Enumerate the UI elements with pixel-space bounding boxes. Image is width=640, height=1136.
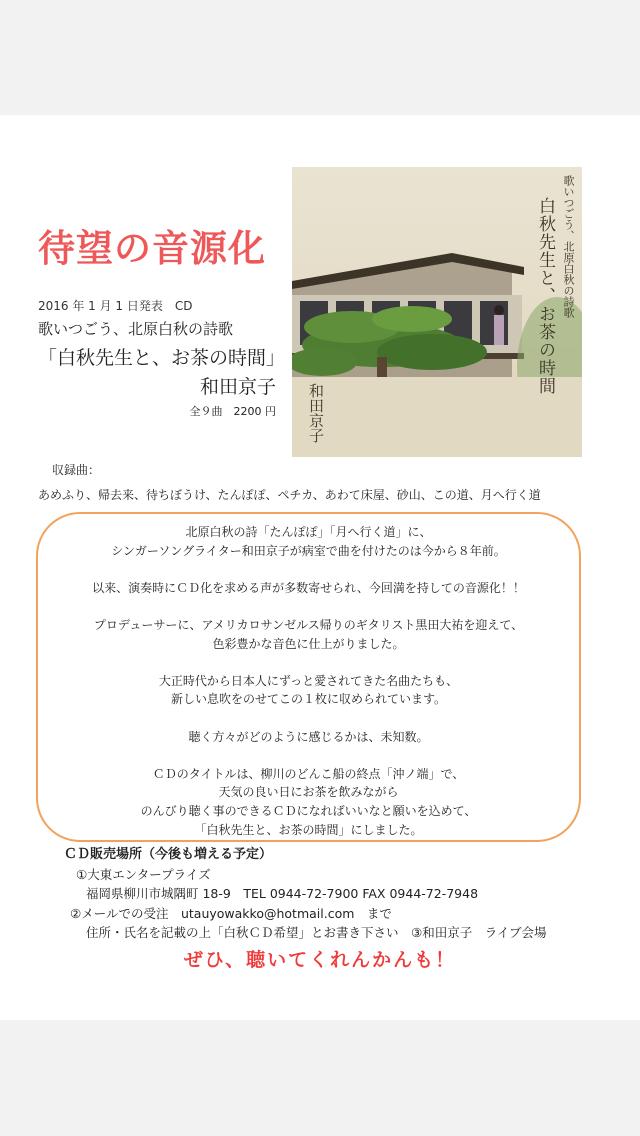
- message-line: 以来、演奏時にＣＤ化を求める声が多数寄せられ、今回満を持しての音源化！！: [92, 580, 525, 595]
- headline: 待望の音源化: [38, 226, 266, 270]
- track-names: あめふり、帰去来、待ちぼうけ、たんぽぽ、ペチカ、あわて床屋、砂山、この道、月へ行く道: [38, 488, 541, 502]
- sales-email: ②メールでの受注 utauyowakko@hotmail.com まで: [70, 905, 392, 921]
- album-subtitle: 歌いつごう、北原白秋の詩歌: [38, 320, 234, 338]
- release-date: 2016 年 1 月 1 日発表 CD: [38, 299, 193, 313]
- message-line: ＣＤのタイトルは、柳川のどんこ船の終点「沖ノ端」で、: [152, 766, 465, 781]
- album-cover: [292, 167, 582, 457]
- message-line: のんびり聴く事のできるＣＤになればいいなと願いを込めて、: [140, 803, 477, 818]
- message-line: 新しい息吹をのせてこの１枚に収められています。: [170, 692, 447, 707]
- track-list: [38, 461, 608, 503]
- sales-line: 住所・氏名を記載の上「白秋ＣＤ希望」とお書き下さい ③和田京子 ライブ会場: [86, 925, 547, 940]
- message-line: 「白秋先生と、お茶の時間」にしました。: [194, 822, 423, 837]
- cover-title: 白秋先生と、お茶の時間: [535, 197, 555, 395]
- sales-title: ＣＤ販売場所（今後も増える予定）: [64, 847, 273, 862]
- message-line: 大正時代から日本人にずっと愛されてきた名曲たちも、: [158, 673, 459, 688]
- message-line: シンガーソングライター和田京子が病室で曲を付けたのは今から８年前。: [111, 543, 506, 558]
- artist-name: 和田京子: [199, 376, 276, 398]
- message-line: 色彩豊かな音色に仕上がりました。: [212, 636, 405, 651]
- release-info: [38, 297, 288, 419]
- message-line: 天気の良い日にお茶を飲みながら: [218, 785, 399, 800]
- slogan: ぜひ、聴いてくれんかんも！: [183, 949, 457, 971]
- sales-address: 福岡県柳川市城隅町 18-9 TEL 0944-72-7900 FAX 0944-72-7948: [86, 886, 479, 901]
- sales-info: [64, 845, 604, 943]
- message-line: プロデューサーに、アメリカロサンゼルス帰りのギタリスト黒田大祐を迎えて、: [93, 617, 524, 632]
- message-box: [36, 512, 581, 842]
- flyer-page: [0, 115, 640, 1020]
- message-line: 北原白秋の詩「たんぽぽ」「月へ行く道」に、: [185, 525, 432, 539]
- cover-artist: 和田京子: [307, 383, 325, 443]
- sales-line: ①大東エンタープライズ: [76, 866, 211, 882]
- track-list-label: 収録曲：: [52, 463, 101, 477]
- tracks-price: 全９曲 2200 円: [189, 405, 276, 418]
- cover-subtitle: 歌いつごう、北原白秋の詩歌: [562, 175, 575, 318]
- message-line: 聴く方々がどのように感じるかは、未知数。: [188, 729, 429, 744]
- album-title: 「白秋先生と、お茶の時間」: [38, 347, 286, 369]
